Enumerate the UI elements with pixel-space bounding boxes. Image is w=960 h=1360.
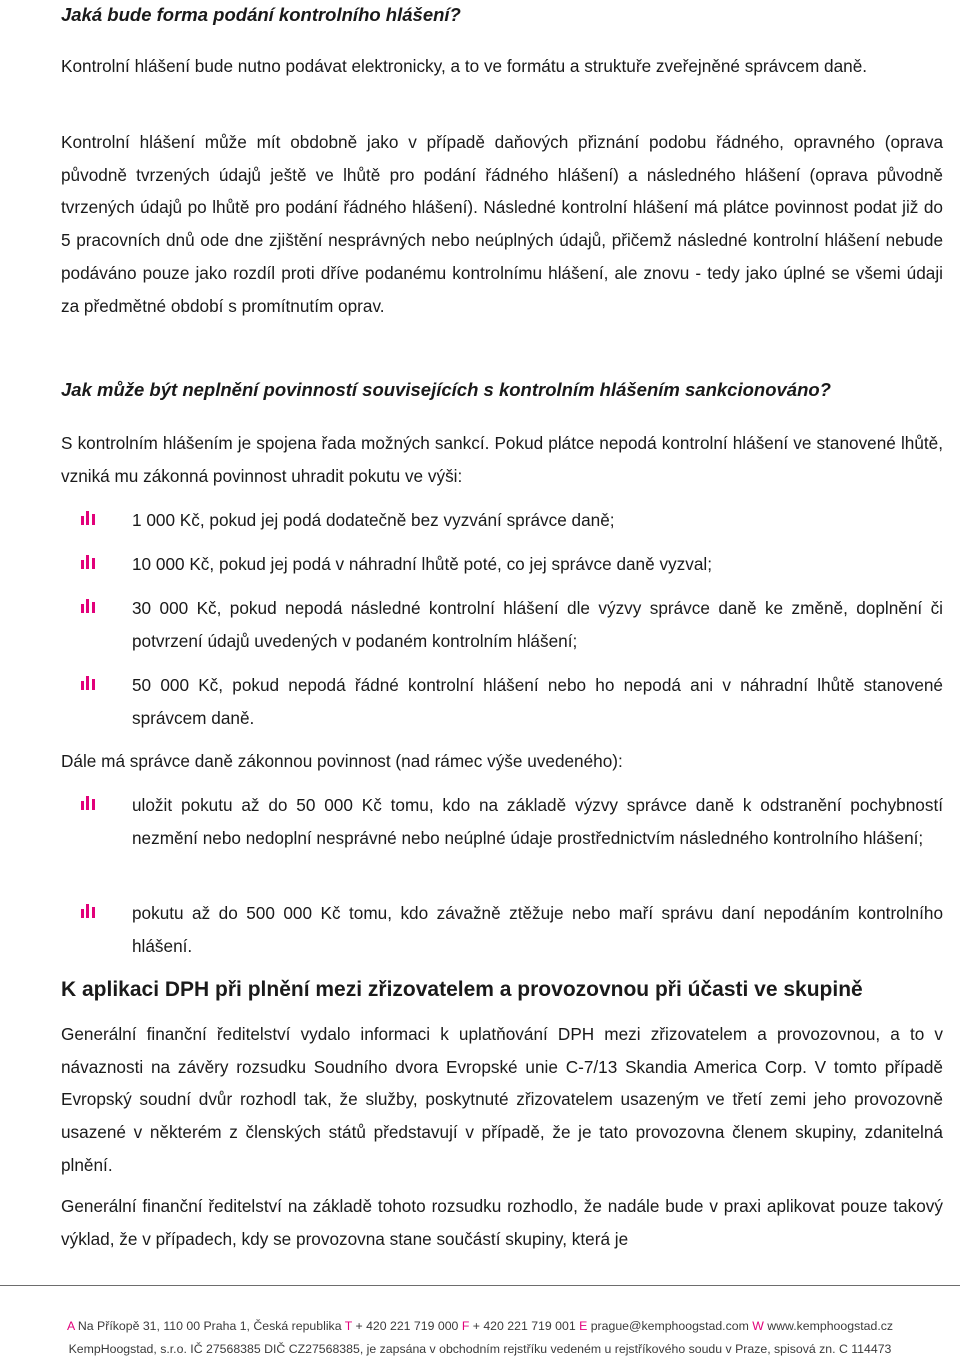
- bar-bullet-icon: [81, 599, 97, 613]
- paragraph-report-types: Kontrolní hlášení může mít obdobně jako v případě daňových přiznání podobu řádného, opravného (oprava původně tvrzených údajů ještě ve lhůtě pro podání řádného hlášení) a následného hlášení (oprava původně tvrzených údajů po lhůtě pro podání řádného hlášení). Následné kontrolní hlášení má plátce povinnost podat již do 5 pracovních dnů ode dne zjištění nesprávných nebo neúplných údajů, přičemž následné kontrolní hlášení nebude podáváno pouze jako rozdíl proti dříve podanému kontrolnímu hlášení, ale znovu - tedy jako úplné se všemi údaji za předmětné období s promítnutím oprav.: [61, 132, 943, 316]
- paragraph-administrator-duty: Dále má správce daně zákonnou povinnost (nad rámec výše uvedeného):: [61, 751, 623, 771]
- bar-bullet-icon: [81, 904, 97, 918]
- footer-phone-letter: T: [344, 1319, 353, 1333]
- list-item: [61, 548, 943, 581]
- footer-email-letter: E: [579, 1319, 588, 1333]
- list-item: [61, 669, 943, 734]
- footer-web-letter: W: [752, 1319, 764, 1333]
- list-item: [61, 504, 943, 537]
- bar-bullet-icon: [81, 511, 97, 525]
- footer-fax: + 420 221 719 001: [472, 1319, 576, 1333]
- footer-contact-line: [0, 1318, 960, 1334]
- footer-address-letter: A: [66, 1319, 75, 1333]
- footer-fax-letter: F: [461, 1319, 470, 1333]
- list-item-text: 30 000 Kč, pokud nepodá následné kontrolní hlášení dle výzvy správce daně ke změně, doplnění či potvrzení údajů uvedených v podaném kontrolním hlášení;: [132, 598, 943, 651]
- list-item-text: 1 000 Kč, pokud jej podá dodatečně bez vyzvání správce daně;: [132, 510, 615, 530]
- list-item-text: 10 000 Kč, pokud jej podá v náhradní lhůtě poté, co jej správce daně vyzval;: [132, 554, 712, 574]
- bar-bullet-icon: [81, 555, 97, 569]
- section-heading-form: Jaká bude forma podání kontrolního hlášení?: [61, 4, 461, 25]
- footer-address: Na Příkopě 31, 110 00 Praha 1, Česká republika: [77, 1319, 342, 1333]
- bar-bullet-icon: [81, 676, 97, 690]
- footer-web-link[interactable]: www.kemphoogstad.cz: [767, 1319, 894, 1333]
- list-item: [61, 789, 943, 854]
- footer-email-link[interactable]: prague@kemphoogstad.com: [590, 1319, 749, 1333]
- footer-divider: [0, 1285, 960, 1286]
- footer-phone: + 420 221 719 000: [355, 1319, 459, 1333]
- list-item: [61, 897, 943, 962]
- bar-bullet-icon: [81, 796, 97, 810]
- paragraph-electronic-filing: Kontrolní hlášení bude nutno podávat elektronicky, a to ve formátu a struktuře zveřejněné správcem daně.: [61, 56, 868, 76]
- paragraph-gfr-decision: Generální finanční ředitelství na základě tohoto rozsudku rozhodlo, že nadále bude v praxi aplikovat pouze takový výklad, že v případech, kdy se provozovna stane součástí skupiny, která je: [61, 1196, 943, 1249]
- footer-registration-line: KempHoogstad, s.r.o. IČ 27568385 DIČ CZ27568385, je zapsána v obchodním rejstříku vedeném u rejstříkového soudu v Praze, spisová zn. C 114473: [68, 1342, 892, 1356]
- section-heading-vat-group: K aplikaci DPH při plnění mezi zřizovatelem a provozovnou při účasti ve skupině: [61, 978, 863, 1001]
- paragraph-gfr-information: Generální finanční ředitelství vydalo informaci k uplatňování DPH mezi zřizovatelem a provozovnou, a to v návaznosti na závěry rozsudku Soudního dvora Evropské unie C-7/13 Skandia America Corp. V tomto případě Evropský soudní dvůr rozhodl tak, že služby, poskytnuté zřizovatelem usazeným ve třetí zemi jeho provozovně usazené v některém z členských států představují v případě, že je tato provozovna členem skupiny, zdanitelná plnění.: [61, 1024, 943, 1175]
- list-item: [61, 592, 943, 657]
- paragraph-sanctions-intro: S kontrolním hlášením je spojena řada možných sankcí. Pokud plátce nepodá kontrolní hlášení ve stanovené lhůtě, vzniká mu zákonná povinnost uhradit pokutu ve výši:: [61, 433, 943, 486]
- list-item-text: 50 000 Kč, pokud nepodá řádné kontrolní hlášení nebo ho nepodá ani v náhradní lhůtě stanovené správcem daně.: [132, 675, 943, 728]
- list-item-text: pokutu až do 500 000 Kč tomu, kdo závažně ztěžuje nebo maří správu daní nepodáním kontrolního hlášení.: [132, 903, 943, 956]
- section-heading-sanctions: Jak může být neplnění povinností souvisejících s kontrolním hlášením sankcionováno?: [61, 379, 831, 400]
- list-item-text: uložit pokutu až do 50 000 Kč tomu, kdo na základě výzvy správce daně k odstranění pochybností nezmění nebo nedoplní nesprávné nebo neúplné údaje prostřednictvím následného kontrolního hlášení;: [132, 795, 943, 848]
